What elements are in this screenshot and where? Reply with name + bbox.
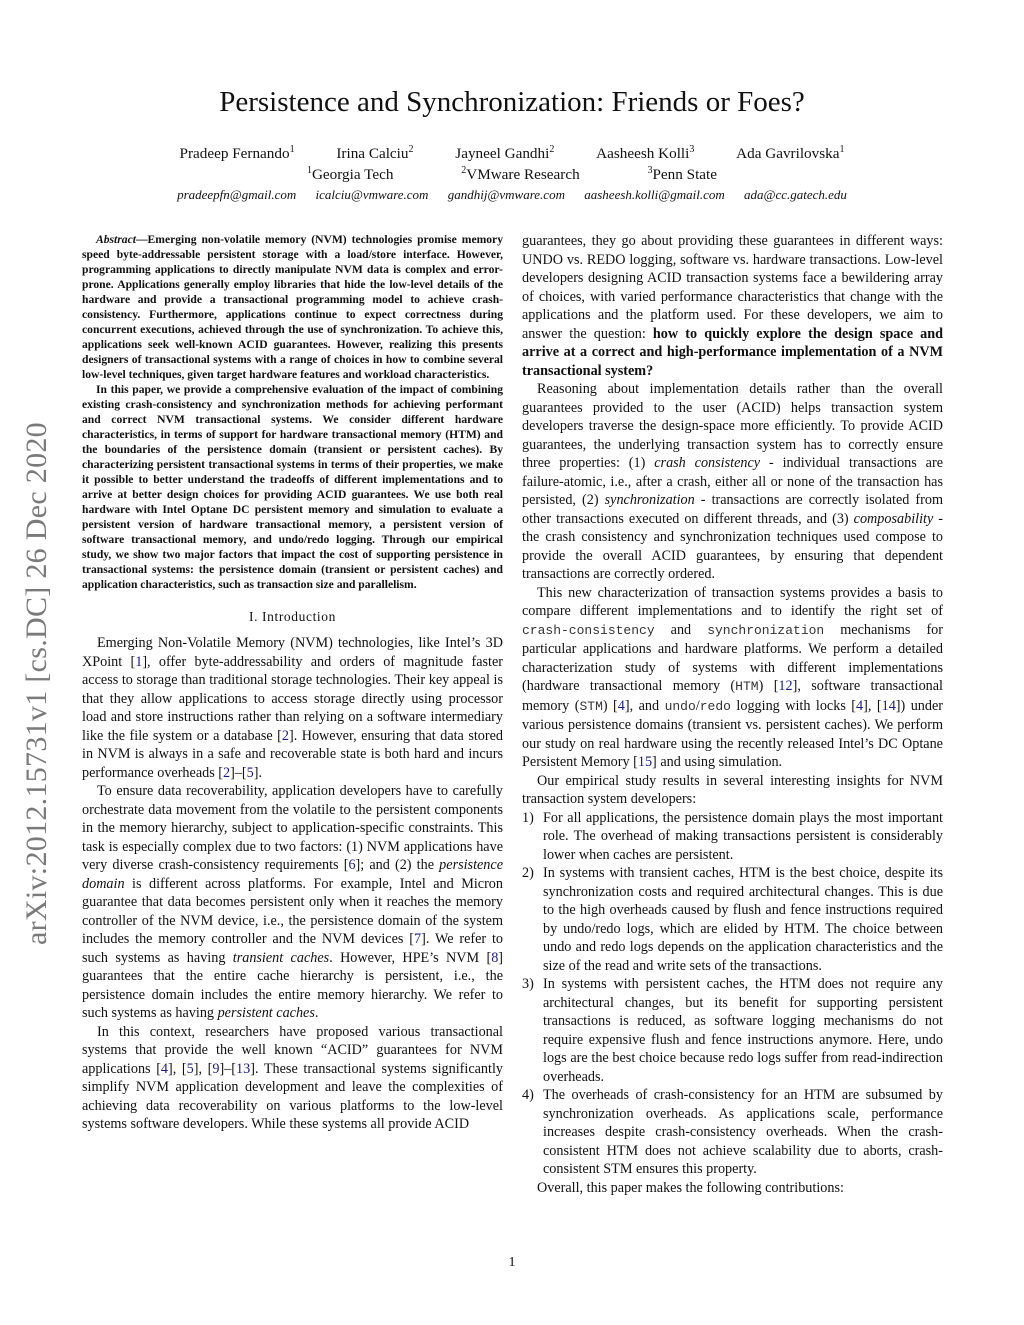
citation-link[interactable]: 4 (160, 1060, 169, 1077)
citation-link[interactable]: 5 (186, 1060, 194, 1077)
insights-list (522, 809, 943, 1179)
arxiv-identifier: arXiv:2012.15731v1 [cs.DC] 26 Dec 2020 (20, 422, 53, 945)
author: Ada Gavrilovska$^1$ (736, 144, 845, 162)
author: Jayneel Gandhi$^2$ (455, 144, 555, 162)
paragraph: To ensure data recoverability, application developers have to carefully orchestrate data movement from the volatile to the persistent components in the memory hierarchy, subject to application-specific constraints. This task is especially complex due to two factors: (1) NVM applications have very diverse crash-consistency requirements [6]; and (2) the persistence domain is different across platforms. For example, Intel and Micron guarantee that data becomes persistent only when it reaches the memory controller of the NVM device, i.e., the persistence domain of the system includes the memory controller and the NVM devices [7]. We refer to such systems as having transient caches. However, HPE’s NVM [8] guarantees that the entire cache hierarchy is persistent, i.e., the persistence domain includes the entire memory hierarchy. We refer to such systems as having persistent caches. (82, 783, 504, 1021)
list-item: 3) In systems with persistent caches, the HTM does not require any architectural changes, but its benefit for supporting persistent transactions is reduced, as software logging mechanisms do not require expensive flush and fence instructions anymore. Here, undo logs are the best choice because redo logs suffer from read-indirection overheads. (522, 976, 943, 1085)
citation-link[interactable]: 15 (637, 754, 653, 770)
abstract-label: Abstract (96, 233, 136, 246)
citation-link[interactable]: 12 (778, 678, 793, 694)
author: Irina Calciu$^2$ (336, 144, 414, 162)
paragraph: In this context, researchers have proposed various transactional systems that provide the well known “ACID” guarantees for NVM applications [4], [5], [9]–[13]. These transactional systems significantly simplify NVM application development and leave the complexities of achieving data recoverability on various platforms to the low-level systems software developers. While these systems all provide ACID (82, 1023, 504, 1132)
citation-link[interactable]: 2 (223, 764, 231, 781)
author: Pradeep Fernando$^1$ (179, 144, 295, 162)
citation-link[interactable]: 1 (135, 653, 143, 670)
paragraph: Reasoning about implementation details rather than the overall guarantees provided to the user (ACID) helps transaction system developers traverse the design-space more efficiently. To provide ACID guarantees, the underlying transaction system has to correctly ensure three properties: (1) crash consistency - individual transactions are failure-atomic, i.e., after a crash, either all or none of the transaction has persisted, (2) synchronization - transactions are correctly isolated from other transactions executed on different threads, and (3) composability - the crash consistency and synchronization techniques used compose to provide the overall ACID guarantees, by ensuring that dependent transactions are correctly ordered. (522, 381, 943, 582)
email: pradeepfn@gmail.com (177, 187, 297, 202)
paragraph: This new characterization of transaction systems provides a basis to compare different implementations and to identify the right set of crash-consistency and synchronization mechanisms for particular applications and hardware platforms. We perform a detailed characterization study of systems with different implementations (hardware transactional memory (HTM) [12], software transactional memory (STM) [4], and undo/redo logging with locks [4], [14]) under various persistence domains (transient vs. persistent caches). We perform our study on real hardware using the recently released Intel’s DC Optane Persistent Memory [15] and using simulation. (522, 584, 944, 770)
intro-body (82, 634, 503, 1134)
citation-link[interactable]: 13 (236, 1060, 251, 1077)
abstract (82, 232, 503, 592)
list-item: 1) For all applications, the persistence domain plays the most important role. The overhead of making transactions persistent is considerably lower when caches are persistent. (522, 809, 943, 863)
citation-link[interactable]: 7 (414, 931, 422, 947)
list-item: 2) In systems with transient caches, HTM is the best choice, despite its synchronization costs and required architectural changes. This is due to the high overheads caused by flush and fence instructions required by undo/redo logs, which are elided by HTM. The choice between undo and redo logs depends on the application characteristics and the size of the read and write sets of the transactions. (522, 865, 943, 974)
page-number: 1 (508, 1255, 516, 1270)
abstract-paragraph: Abstract—Emerging non-volatile memory (NVM) technologies promise memory speed byte-addressable persistent storage with a load/store interface. However, programming applications to directly manipulate NVM data is complex and error-prone. Applications generally employ libraries that hide the low-level details of the hardware and provide a transactional programming model to achieve crash-consistency. Furthermore, applications continue to expect correctness during concurrent executions, achieved through the use of synchronization. To achieve this, applications seek well-known ACID guarantees. However, realizing this presents designers of transactional systems with a range of choices in how to combine several low-level techniques, given target hardware features and workload characteristics. (82, 233, 503, 381)
citation-link[interactable]: 6 (348, 857, 356, 873)
paragraph: Our empirical study results in several interesting insights for NVM transaction system developers: (522, 772, 943, 807)
author: Aasheesh Kolli$^3$ (596, 144, 695, 162)
email: icalciu@vmware.com (315, 187, 429, 202)
citation-link[interactable]: 5 (246, 764, 254, 781)
citation-link[interactable]: 14 (881, 697, 896, 714)
list-item: 4) The overheads of crash-consistency for an HTM are subsumed by synchronization overheads. As applications scale, performance increases despite crash-consistency overheads. When the crash-consistent HTM does not achieve scalability due to aborts, crash-consistent STM ensures this property. (522, 1087, 943, 1177)
paragraph: Emerging Non-Volatile Memory (NVM) technologies, like Intel’s 3D XPoint [1], offer byte-addressability and orders of magnitude faster access to storage than traditional storage technologies. Their key appeal is that they allow applications to access storage directly using processor load and store instructions rather than relying on a software intermediary like the file system or a database [2]. However, ensuring that data stored in NVM is always in a safe and recoverable state is both hard and incurs performance overheads [2]–[5]. (82, 635, 503, 781)
paragraph: guarantees, they go about providing these guarantees in different ways: UNDO vs. REDO logging, software vs. hardware transactions. Low-level developers designing ACID transaction systems face a bewildering array of choices, with varied performance characteristics that change with the applications and the platform used. For these developers, we aim to answer the question: how to quickly explore the design space and arrive at a correct and high-performance implementation of a NVM transactional system? (522, 233, 943, 379)
email: gandhij@vmware.com (447, 187, 565, 202)
citation-link[interactable]: 2 (281, 727, 289, 744)
citation-link[interactable]: 8 (491, 949, 499, 966)
affiliation-list (0, 165, 1024, 184)
abstract-paragraph: In this paper, we provide a comprehensive evaluation of the impact of combining existing crash-consistency and synchronization methods for achieving performant and correct NVM transactional systems. We consider different hardware characteristics, in terms of support for hardware transactional memory (HTM) and the boundaries of the persistence domain (transient or persistent caches). By characterizing persistent transactional systems in terms of their properties, we make it possible to better understand the tradeoffs of different implementations and to arrive at better design choices for providing ACID guarantees. We use both real hardware with Intel Optane DC persistent memory and simulation to evaluate a persistent version of hardware transactional memory, a persistent version of software transactional memory, and undo/redo logging. Through our empirical study, we show two major factors that impact the cost of supporting persistence in transactional systems: the persistence domain (transient or persistent caches) and application characteristics, such as transaction size and parallelism. (82, 383, 503, 591)
paragraph: Overall, this paper makes the following contributions: (537, 1179, 844, 1196)
affiliation: $^1$Georgia Tech (306, 165, 394, 183)
citation-link[interactable]: 4 (617, 697, 625, 714)
email: aasheesh.kolli@gmail.com (584, 187, 725, 202)
affiliation: $^3$Penn State (647, 165, 718, 183)
author-list (0, 144, 1024, 163)
affiliation: $^2$VMware Research (461, 165, 580, 183)
paper-title: Persistence and Synchronization: Friends or Foes? (219, 86, 805, 118)
citation-link[interactable]: 4 (856, 697, 864, 714)
section-heading: I. Introduction (249, 609, 336, 624)
email: ada@cc.gatech.edu (743, 187, 847, 202)
email-list (0, 186, 1024, 203)
right-column (522, 232, 943, 1197)
left-column (82, 232, 503, 1134)
citation-link[interactable]: 9 (212, 1060, 220, 1077)
